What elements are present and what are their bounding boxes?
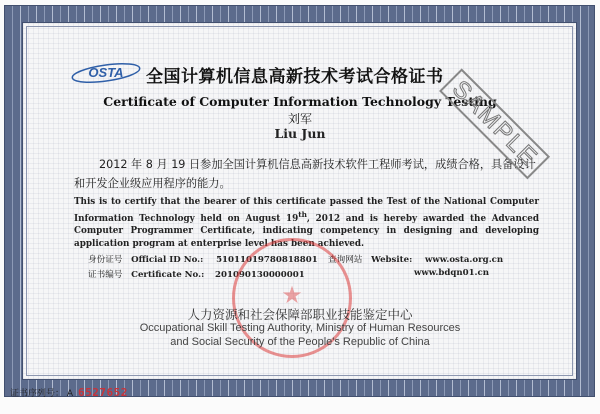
certification-text-en-part1: This is to certify that the bearer of this certificate passed the Test of the National Computer Information Technology held on August 19 [74, 197, 539, 224]
id-label-en: Official ID No.: [131, 255, 204, 265]
site-label-en: Website: [371, 255, 413, 265]
cert-label-cn: 证书编号 [88, 270, 123, 280]
website-1: www.osta.org.cn [425, 255, 504, 265]
issuing-authority-en [0, 321, 600, 349]
authority-en-line2: and Social Security of the People's Republic of China [170, 336, 430, 348]
serial-value: 6527652 [78, 386, 128, 399]
website-2: www.bdqn01.cn [414, 268, 490, 278]
authority-en-line1: Occupational Skill Testing Authority, Ministry of Human Resources [139, 322, 461, 334]
certification-text-en-part2: , 2012 and is hereby awarded the Advanced Computer Programmer Certificate, indicating competency in designing and developing application program at enterprise level has been achieved. [74, 213, 539, 249]
osta-logo [70, 62, 142, 84]
certification-text-en-sup: th [298, 209, 307, 219]
sample-watermark: SAMPLE [439, 68, 550, 179]
issuing-authority-cn: 人力资源和社会保障部职业技能鉴定中心 [187, 307, 413, 322]
serial-label: 证书序列号： A [10, 389, 74, 399]
certificate-title-cn: 全国计算机信息高新技术考试合格证书 [146, 67, 444, 87]
id-label-cn: 身份证号 [88, 255, 123, 265]
certificate-title-en: Certificate of Computer Information Technology Testing [103, 94, 497, 109]
cert-label-en: Certificate No.: [131, 270, 205, 280]
website-row [328, 253, 503, 265]
holder-name-cn: 刘军 [287, 112, 312, 126]
seal-star-icon: ★ [281, 281, 303, 309]
serial-number [10, 386, 128, 399]
cert-value: 201090130000001 [215, 270, 305, 280]
site-label-cn: 查询网站 [328, 255, 363, 265]
id-value: 51011019780818801 [216, 255, 318, 265]
certification-text-cn: 2012 年 8 月 19 日参加全国计算机信息高新技术软件工程师考试，成绩合格，具备设计和开发企业级应用程序的能力。 [74, 158, 536, 190]
logo-text: OSTA [88, 65, 124, 80]
website-row-2 [414, 268, 489, 278]
holder-name-en: Liu Jun [274, 126, 326, 141]
